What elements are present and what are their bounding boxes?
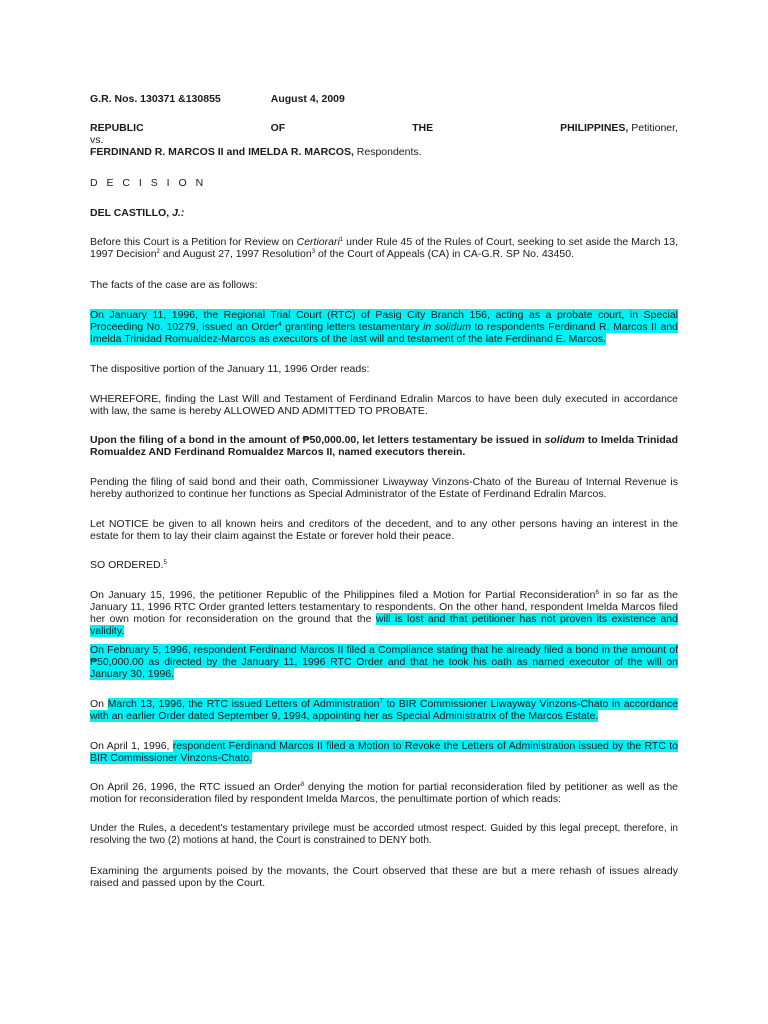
paragraph-bond: Upon the filing of a bond in the amount of ₱50,000.00, let letters testamentary be issued in solidum to Imelda Trinidad Romualdez AND Ferdinand Romualdez Marcos II, named executors therein. bbox=[90, 434, 678, 458]
paragraph-rules-quote: Under the Rules, a decedent's testamentary privilege must be accorded utmost respect. Guided by this legal precept, therefore, in resolving the two (2) motions at hand, the Court is constrained to DENY both. bbox=[90, 823, 678, 846]
decision-heading: D E C I S I O N bbox=[90, 177, 207, 189]
paragraph-facts-intro: The facts of the case are as follows: bbox=[90, 279, 258, 291]
footnote-ref[interactable]: 8 bbox=[300, 782, 305, 788]
paragraph-pending: Pending the filing of said bond and their oath, Commissioner Liwayway Vinzons-Chato of the Bureau of Internal Revenue is hereby authorized to continue her functions as Special Administrator of the Estate of Ferdinand Edralin Marcos. bbox=[90, 476, 678, 500]
paragraph-letters-administration: On March 13, 1996, the RTC issued Letters of Administration$^7$ to BIR Commissioner Liwayway Vinzons-Chato in accordance with an earlier Order dated September 9, 1994, appointing her as Special Administratrix of the Marcos Estate. bbox=[90, 698, 678, 722]
case-header bbox=[90, 93, 678, 105]
ponente: DEL CASTILLO, J.: bbox=[90, 207, 185, 219]
footnote-ref[interactable]: 4 bbox=[278, 322, 282, 328]
decision-date: August 4, 2009 bbox=[270, 93, 345, 105]
footnote-ref[interactable]: 1 bbox=[339, 237, 344, 243]
paragraph-examining: Examining the arguments poised by the movants, the Court observed that these are but a mere rehash of issues already raised and passed upon by the Court. bbox=[90, 865, 678, 889]
paragraph-reconsideration: On January 15, 1996, the petitioner Republic of the Philippines filed a Motion for Partial Reconsideration$^6$ in so far as the January 11, 1996 RTC Order granted letters testamentary to respondents. On the other hand, respondent Imelda Marcos filed her own motion for reconsideration on the ground that the will is lost and that petitioner has not proven its existence and validity. bbox=[90, 589, 678, 637]
paragraph-compliance: On February 5, 1996, respondent Ferdinand Marcos II filed a Compliance stating that he already filed a bond in the amount of ₱50,000.00 as directed by the January 11, 1996 RTC Order and that he took his oath as named executor of the will on January 30, 1996. bbox=[90, 644, 678, 680]
versus: vs. bbox=[90, 134, 104, 146]
footnote-ref[interactable]: 6 bbox=[595, 590, 599, 596]
paragraph-wherefore: WHEREFORE, finding the Last Will and Testament of Ferdinand Edralin Marcos to have been duly executed in accordance with law, the same is hereby ALLOWED AND ADMITTED TO PROBATE. bbox=[90, 393, 678, 417]
footnote-ref[interactable]: 3 bbox=[311, 249, 316, 255]
gr-numbers: G.R. Nos. 130371 &130855 bbox=[90, 93, 221, 105]
respondents-line: FERDINAND R. MARCOS II and IMELDA R. MARCOS, Respondents. bbox=[90, 146, 422, 158]
paragraph-motion-revoke: On April 1, 1996, respondent Ferdinand Marcos II filed a Motion to Revoke the Letters of Administration issued by the RTC to BIR Commissioner Vinzons-Chato. bbox=[90, 740, 678, 764]
paragraph-so-ordered: SO ORDERED.$^5$ bbox=[90, 559, 167, 571]
paragraph-petition: Before this Court is a Petition for Review on Certiorari$^1$ under Rule 45 of the Rules of Court, seeking to set aside the March 13, 1997 Decision$^2$ and August 27, 1997 Resolution$^3$ of the Court of Appeals (CA) in CA-G.R. SP No. 43450. bbox=[90, 236, 678, 260]
paragraph-april-order: On April 26, 1996, the RTC issued an Order$^8$ denying the motion for partial reconsideration filed by petitioner as well as the motion for reconsideration filed by respondent Imelda Marcos, the penultimate portion of which reads: bbox=[90, 781, 679, 805]
paragraph-rtc-order: On January 11, 1996, the Regional Trial Court (RTC) of Pasig City Branch 156, acting as a probate court, in Special Proceeding No. 10279, issued an Order$^4$ granting letters testamentary in solidum to respondents Ferdinand R. Marcos II and Imelda Trinidad Romualdez-Marcos as executors of the last will and testament of the late Ferdinand E. Marcos. bbox=[90, 309, 678, 345]
case-caption bbox=[90, 122, 678, 158]
petitioner-line: REPUBLIC OF THE PHILIPPINES, Petitioner, bbox=[90, 122, 678, 134]
footnote-ref[interactable]: 5 bbox=[163, 560, 167, 566]
paragraph-dispositive-intro: The dispositive portion of the January 11, 1996 Order reads: bbox=[90, 363, 370, 375]
footnote-ref[interactable]: 2 bbox=[156, 249, 160, 255]
footnote-ref[interactable]: 7 bbox=[379, 699, 383, 705]
paragraph-notice: Let NOTICE be given to all known heirs and creditors of the decedent, and to any other persons having an interest in the estate for them to lay their claim against the Estate or forever hold their peace. bbox=[90, 518, 678, 542]
